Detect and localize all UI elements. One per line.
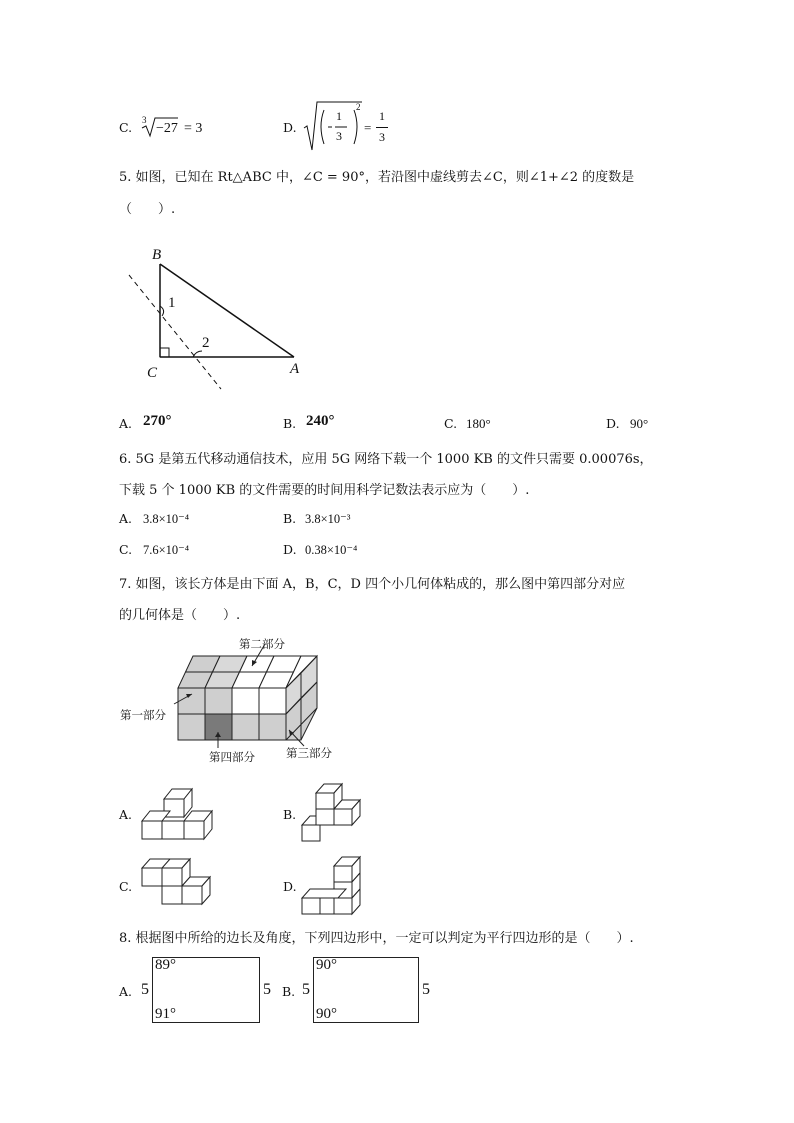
rhs-denominator: 3	[379, 130, 385, 144]
angle-label-2: 2	[202, 335, 210, 351]
option-text: 90°	[630, 416, 649, 431]
vertex-label-a: A	[290, 361, 300, 377]
label-part-1: 第一部分	[120, 708, 166, 722]
side-length-left: 5	[141, 981, 149, 998]
side-length-right: 5	[263, 981, 271, 998]
root-index: 3	[142, 115, 147, 125]
quadrilateral-a	[152, 957, 260, 1023]
option-letter: C.	[119, 879, 133, 894]
top-angle: 90°	[316, 957, 337, 973]
top-angle: 89°	[155, 957, 176, 973]
fraction-denominator: 3	[336, 129, 342, 143]
question-text-cont: 下载 5 个 1000 KB 的文件需要的时间用科学记数法表示应为（ ）.	[119, 483, 530, 498]
exponent: 2	[356, 102, 361, 112]
angle-label-1: 1	[168, 295, 176, 311]
option-letter: B.	[283, 807, 297, 822]
option-letter: D.	[283, 542, 297, 557]
cuboid-figure	[178, 652, 323, 744]
option-letter: D.	[606, 416, 620, 431]
option-letter: C.	[119, 120, 133, 135]
option-letter: D.	[283, 120, 297, 135]
solid-shape-d	[302, 856, 372, 916]
option-letter: C.	[444, 416, 458, 431]
option-letter: D.	[283, 879, 297, 894]
option-letter: B.	[283, 511, 297, 526]
radicand: −27	[156, 121, 178, 136]
solid-shape-c	[142, 858, 222, 914]
option-letter: A.	[119, 984, 133, 999]
radical-sign	[302, 100, 364, 152]
solid-shape-b	[302, 783, 372, 845]
solid-shape-a	[142, 786, 222, 842]
option-text: 0.38×10⁻⁴	[305, 543, 358, 557]
option-text: 270°	[143, 413, 172, 429]
side-length-left: 5	[302, 981, 310, 998]
option-text: 3.8×10⁻⁴	[143, 512, 190, 526]
option-letter: B.	[282, 984, 296, 999]
equation-rhs: = 3	[184, 121, 203, 136]
side-length-right: 5	[422, 981, 430, 998]
bottom-angle: 91°	[155, 1006, 176, 1022]
option-letter: A.	[119, 511, 133, 526]
option-letter: A.	[119, 416, 133, 431]
equals-sign: =	[364, 120, 372, 135]
fraction-bar	[376, 127, 390, 129]
question-text-cont: 的几何体是（ ）.	[119, 608, 241, 623]
option-text: 7.6×10⁻⁴	[143, 543, 190, 557]
option-text: 3.8×10⁻³	[305, 512, 351, 526]
label-part-4: 第四部分	[209, 750, 255, 764]
question-text: 6. 5G 是第五代移动通信技术，应用 5G 网络下载一个 1000 KB 的文件只需要 0.00076s，	[119, 452, 653, 467]
option-text: 180°	[466, 416, 491, 431]
question-text: 7. 如图，该长方体是由下面 A，B，C，D 四个小几何体粘成的，那么图中第四部分对应	[119, 577, 626, 592]
question-text: 5. 如图，已知在 Rt△ABC 中，∠C = 90°，若沿图中虚线剪去∠C，则∠1+∠2 的度数是	[119, 170, 635, 185]
quadrilateral-b	[313, 957, 419, 1023]
label-part-2: 第二部分	[239, 637, 285, 651]
vertex-label-b: B	[152, 247, 162, 263]
vertex-label-c: C	[147, 365, 158, 381]
option-letter: B.	[283, 416, 297, 431]
label-part-3: 第三部分	[286, 746, 332, 760]
option-text: 240°	[306, 413, 335, 429]
bottom-angle: 90°	[316, 1006, 337, 1022]
fraction-numerator: 1	[336, 109, 342, 123]
rhs-numerator: 1	[379, 109, 385, 123]
option-letter: C.	[119, 542, 133, 557]
question-text-cont: （ ）.	[119, 202, 176, 217]
question-text: 8. 根据图中所给的边长及角度，下列四边形中，一定可以判定为平行四边形的是（ ）.	[119, 931, 634, 946]
option-letter: A.	[119, 807, 133, 822]
